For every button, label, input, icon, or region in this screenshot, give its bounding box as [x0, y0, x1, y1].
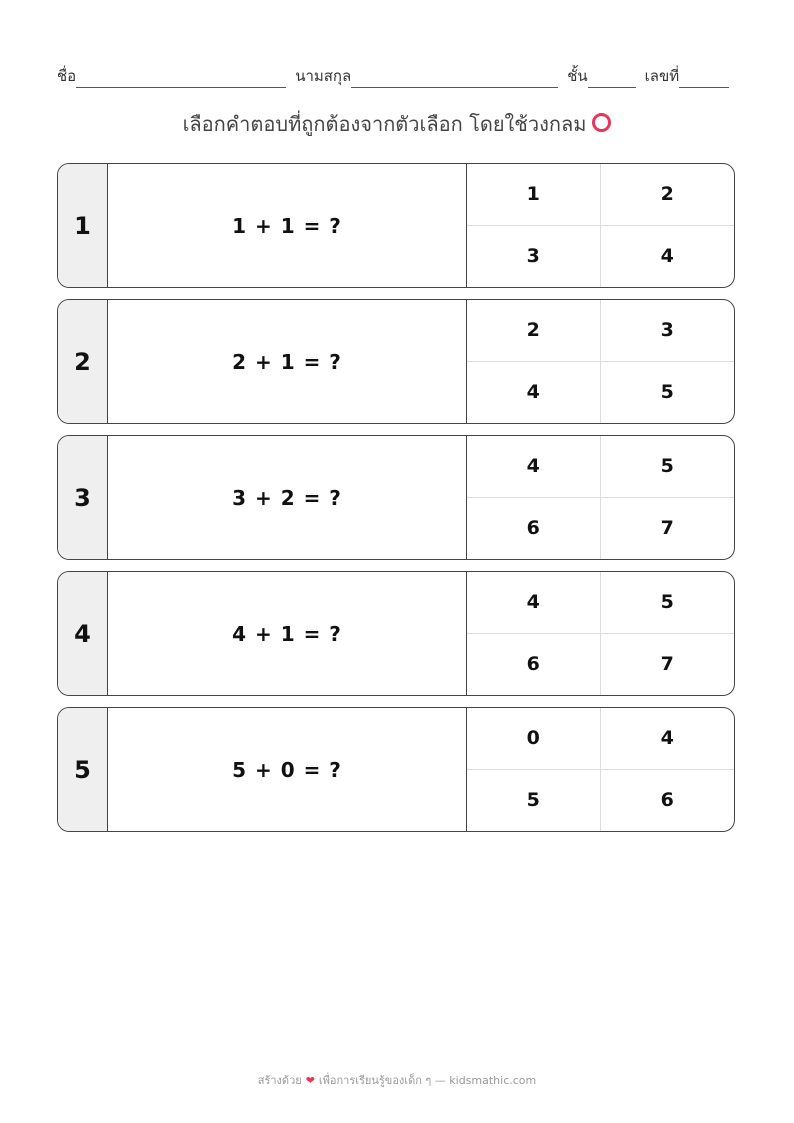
- answer-choice[interactable]: 4: [467, 362, 601, 424]
- question-number: 1: [58, 164, 108, 287]
- question-number: 3: [58, 436, 108, 559]
- class-label: ชั้น: [567, 67, 588, 85]
- answer-choice[interactable]: 3: [601, 300, 735, 362]
- name-field[interactable]: [57, 64, 286, 88]
- choice-grid: [467, 164, 734, 287]
- instruction-title: [0, 108, 794, 140]
- choice-grid: [467, 708, 734, 831]
- number-line[interactable]: [679, 71, 729, 88]
- choice-grid: [467, 572, 734, 695]
- heart-icon: ❤: [305, 1074, 315, 1087]
- choice-grid: [467, 300, 734, 423]
- answer-choice[interactable]: 3: [467, 226, 601, 288]
- answer-choice[interactable]: 5: [467, 770, 601, 832]
- answer-choice[interactable]: 0: [467, 708, 601, 770]
- name-label: ชื่อ: [57, 67, 77, 85]
- question-text: 4 + 1 = ?: [108, 572, 467, 695]
- question-card: [57, 299, 735, 424]
- student-info-header: [57, 64, 748, 88]
- surname-line[interactable]: [351, 71, 558, 88]
- question-number: 5: [58, 708, 108, 831]
- footer-tagline: เพื่อการเรียนรู้ของเด็ก ๆ — kidsmathic.com: [318, 1074, 537, 1087]
- answer-choice[interactable]: 1: [467, 164, 601, 226]
- answer-choice[interactable]: 6: [660, 789, 674, 812]
- number-label: เลขที่: [644, 67, 680, 85]
- question-card: [57, 163, 735, 288]
- name-line[interactable]: [76, 71, 286, 88]
- answer-choice[interactable]: 4: [467, 436, 601, 498]
- circle-icon: [592, 113, 611, 132]
- answer-choice[interactable]: 4: [601, 708, 735, 770]
- answer-choice[interactable]: 2: [601, 164, 735, 226]
- footer-made-with: สร้างด้วย: [257, 1074, 302, 1087]
- class-field[interactable]: [567, 64, 635, 88]
- answer-choice[interactable]: 5: [660, 381, 674, 404]
- answer-choice[interactable]: 5: [601, 572, 735, 634]
- surname-field[interactable]: [295, 64, 558, 88]
- question-text: 5 + 0 = ?: [108, 708, 467, 831]
- answer-choice[interactable]: 2: [467, 300, 601, 362]
- class-line[interactable]: [588, 71, 636, 88]
- question-text: 3 + 2 = ?: [108, 436, 467, 559]
- answer-choice[interactable]: 4: [467, 572, 601, 634]
- question-card: [57, 571, 735, 696]
- question-card: [57, 707, 735, 832]
- answer-choice[interactable]: 4: [660, 245, 674, 268]
- question-text: 1 + 1 = ?: [108, 164, 467, 287]
- number-field[interactable]: [645, 64, 729, 88]
- answer-choice[interactable]: 6: [467, 498, 601, 560]
- answer-choice[interactable]: 7: [660, 517, 674, 540]
- footer: [0, 1071, 794, 1089]
- choice-grid: [467, 436, 734, 559]
- answer-choice[interactable]: 7: [660, 653, 674, 676]
- answer-choice[interactable]: 5: [601, 436, 735, 498]
- question-card: [57, 435, 735, 560]
- question-text: 2 + 1 = ?: [108, 300, 467, 423]
- question-number: 2: [58, 300, 108, 423]
- answer-choice[interactable]: 6: [467, 634, 601, 696]
- question-number: 4: [58, 572, 108, 695]
- instruction-text: เลือกคำตอบที่ถูกต้องจากตัวเลือก โดยใช้วงกลม: [182, 112, 587, 136]
- surname-label: นามสกุล: [295, 67, 352, 85]
